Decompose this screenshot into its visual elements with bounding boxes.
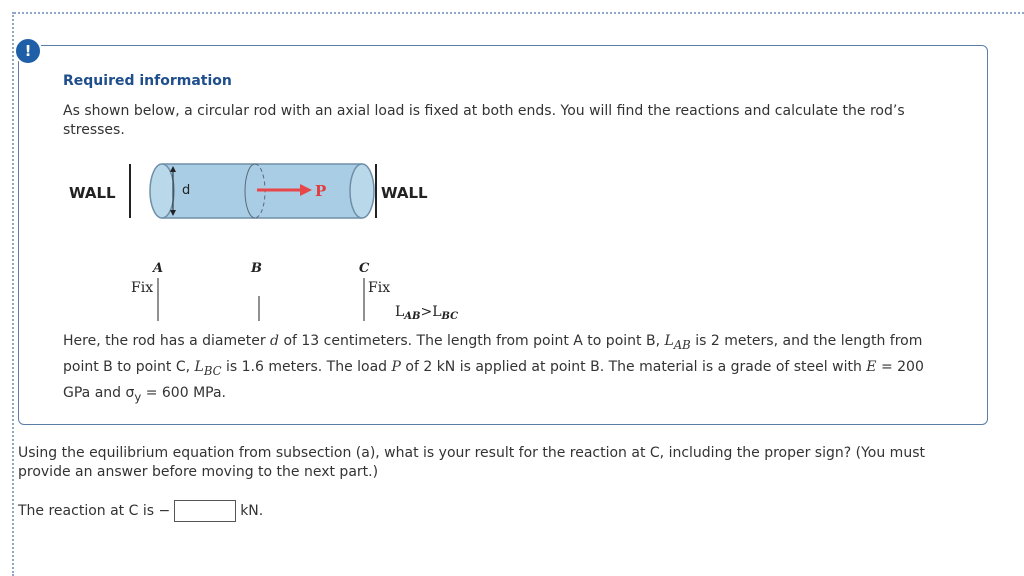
alert-icon: ! — [14, 37, 42, 65]
reaction-c-input[interactable] — [174, 500, 236, 522]
rod-left-end — [150, 164, 174, 218]
answer-prefix: The reaction at C is − — [18, 503, 171, 519]
length-relation-label: $L_{AB}>L_{BC}$ — [395, 304, 459, 321]
diameter-label: d — [182, 183, 191, 198]
wall-right-label: WALL — [381, 184, 428, 202]
fix-left-label: Fix — [131, 280, 154, 296]
outer-border-top — [14, 12, 1024, 14]
point-b-label: B — [251, 261, 262, 276]
question-text: Using the equilibrium equation from subsection (a), what is your result for the reaction at C, including the proper sign? (You must provide an answer before moving to the next part.) — [18, 445, 925, 480]
required-information-panel — [18, 45, 988, 425]
point-a-label: A — [153, 261, 164, 276]
answer-unit: kN. — [240, 503, 264, 519]
answer-row — [18, 500, 263, 522]
fix-right-label: Fix — [368, 280, 391, 296]
intro-text: As shown below, a circular rod with an axial load is fixed at both ends. You will find the reactions and calculate the rod’s stresses. — [63, 103, 905, 138]
rod-diagram — [67, 156, 467, 321]
given-values-text: Here, the rod has a diameter d of 13 centimeters. The length from point A to point B, $L_{AB}$ is 2 meters, and the length from point B to point C, $L_{BC}$ is 1.6 meters. The load P of 2 kN is applied at point B. The material is a grade of steel with E = 200 GPa and $\sigma_y = 600$ MPa. — [63, 333, 924, 404]
info-title: Required information — [63, 73, 232, 89]
point-c-label: C — [359, 261, 370, 276]
wall-left-label: WALL — [69, 184, 116, 202]
load-label: P — [315, 182, 327, 200]
rod-right-end — [350, 164, 374, 218]
outer-border-left — [12, 12, 14, 576]
